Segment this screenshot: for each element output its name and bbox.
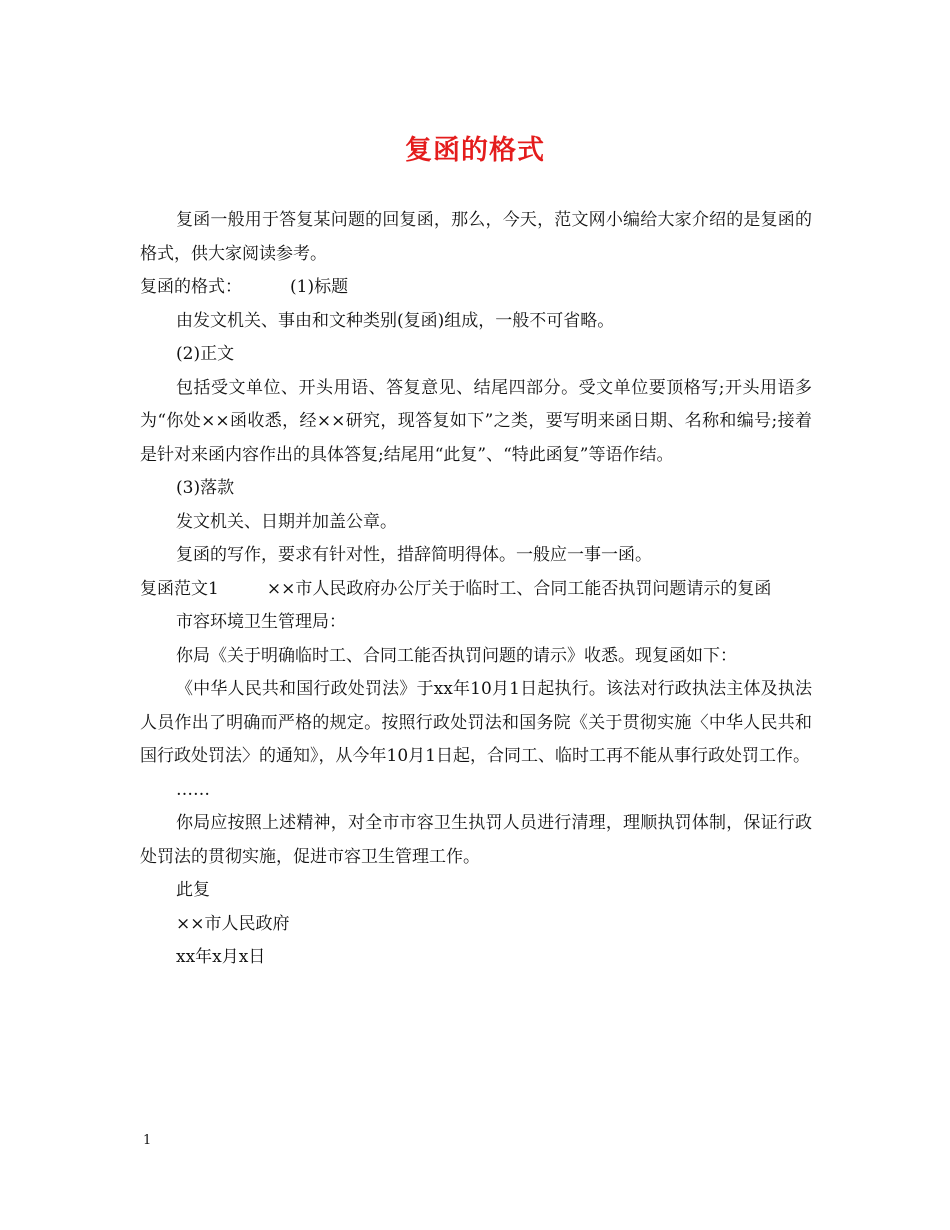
- sample-title: ××市人民政府办公厅关于临时工、合同工能否执罚问题请示的复函: [266, 578, 772, 599]
- ellipsis: ……: [176, 779, 210, 800]
- format-line: [140, 271, 812, 305]
- recipient: 市容环境卫生管理局：: [176, 612, 346, 632]
- format-label: 复函的格式：: [140, 277, 242, 297]
- heading-signature-section: (3)落款: [176, 478, 235, 498]
- signature-section-text: 发文机关、日期并加盖公章。: [176, 511, 397, 532]
- heading-title-section: (1)标题: [290, 277, 349, 297]
- document-title: 复函的格式: [405, 135, 545, 166]
- body-section-text: 包括受文单位、开头用语、答复意见、结尾四部分。受文单位要顶格写;开头用语多为“你处××函收悉，经××研究，现答复如下”之类，要写明来函日期、名称和编号;接着是针对来函内容作出的具体答复;结尾用“此复”、“特此函复”等语作结。: [140, 377, 812, 465]
- letter-paragraph-3: 你局应按照上述精神，对全市市容卫生执罚人员进行清理，理顺执罚体制，保证行政处罚法的贯彻实施，促进市容卫生管理工作。: [140, 813, 812, 867]
- closing: 此复: [176, 880, 210, 900]
- intro-paragraph: 复函一般用于答复某问题的回复函，那么，今天，范文网小编给大家介绍的是复函的格式，供大家阅读参考。: [140, 210, 812, 264]
- signature: ××市人民政府: [176, 913, 290, 934]
- title-section-text: 由发文机关、事由和文种类别(复函)组成，一般不可省略。: [176, 310, 615, 331]
- sample-label: 复函范文1: [140, 578, 219, 599]
- sample-line: [140, 573, 812, 607]
- heading-body-section: (2)正文: [176, 344, 235, 364]
- writing-note: 复函的写作，要求有针对性，措辞简明得体。一般应一事一函。: [176, 545, 652, 565]
- letter-paragraph-2: 《中华人民共和国行政处罚法》于xx年10月1日起执行。该法对行政执法主体及执法人员作出了明确而严格的规定。按照行政处罚法和国务院《关于贯彻实施〈中华人民共和国行政处罚法〉的通知》，从今年10月1日起，合同工、临时工再不能从事行政处罚工作。: [140, 679, 812, 766]
- page-number: 1: [143, 1133, 152, 1148]
- date: xx年x月x日: [176, 947, 266, 967]
- document-body: [140, 204, 812, 975]
- letter-paragraph-1: 你局《关于明确临时工、合同工能否执罚问题的请示》收悉。现复函如下：: [176, 645, 737, 666]
